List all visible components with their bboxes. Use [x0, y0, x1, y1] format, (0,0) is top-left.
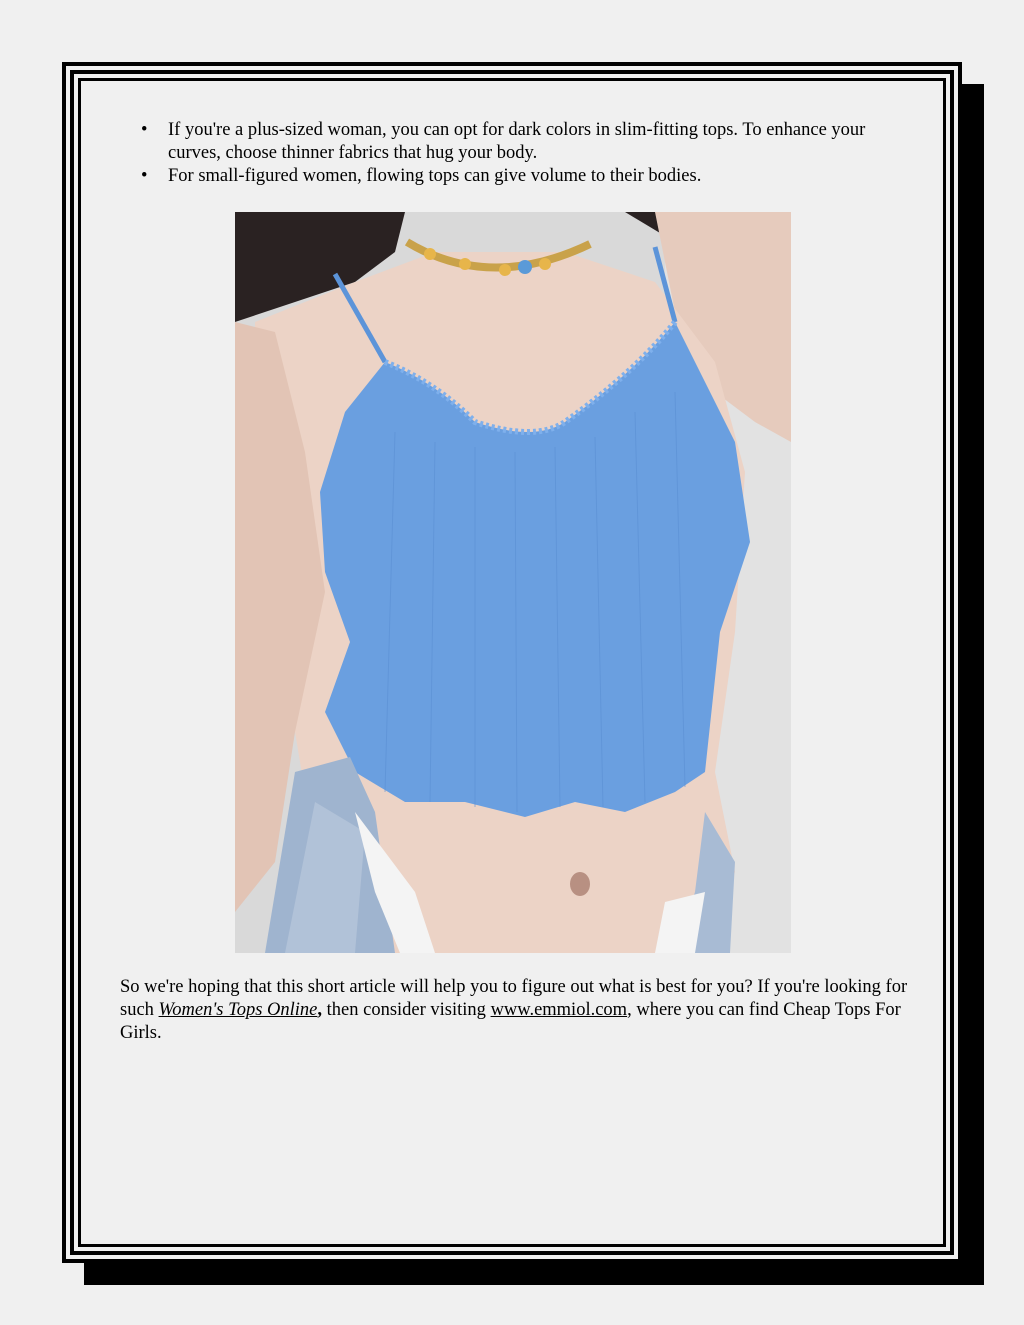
bullet-item [141, 165, 910, 188]
closing-comma: , [317, 1000, 323, 1020]
bullet-text: If you're a plus-sized woman, you can opt for dark colors in slim-fitting tops. To enhance your curves, choose thinner fabrics that hug your body. [168, 120, 866, 163]
closing-text-3: , where you can find Cheap Tops For Girls. [120, 1000, 901, 1043]
closing-paragraph [120, 976, 910, 1045]
emmiol-website-link[interactable]: www.emmiol.com [490, 1000, 628, 1020]
bullet-list [120, 119, 910, 188]
bullet-section [120, 119, 910, 188]
bullet-dot: • [141, 120, 148, 140]
bullet-item [141, 119, 910, 165]
closing-text-2: then consider visiting [322, 1000, 491, 1020]
womens-tops-online-link[interactable]: Women's Tops Online [158, 1000, 318, 1020]
bullet-dot: • [141, 166, 148, 186]
closing-text-1: So we're hoping that this short article will help you to figure out what is best for you? If you're looking for such [120, 977, 908, 1020]
product-photo [235, 212, 791, 953]
bullet-text: For small-figured women, flowing tops can give volume to their bodies. [168, 166, 702, 186]
crop-top-illustration [235, 212, 791, 953]
